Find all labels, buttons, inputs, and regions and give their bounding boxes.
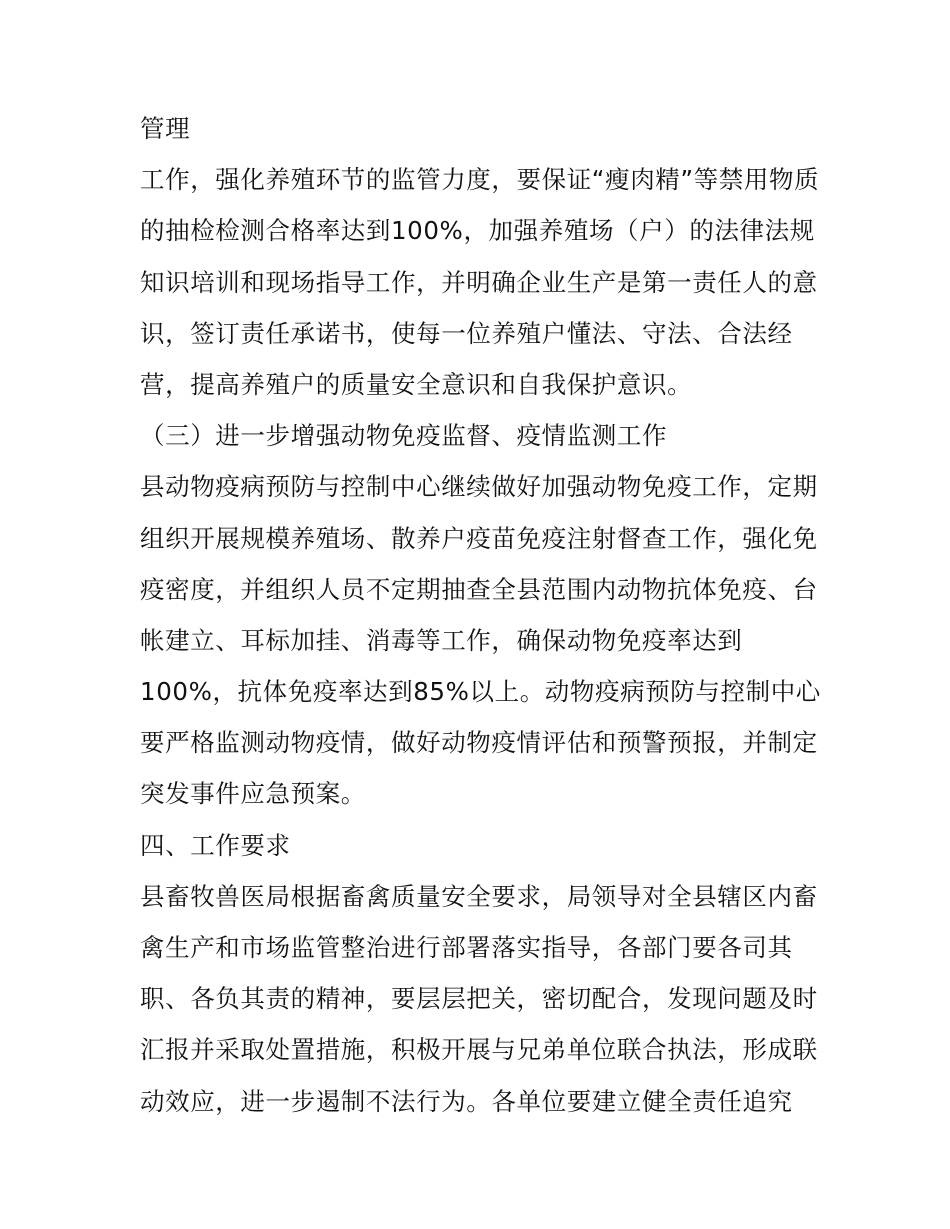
text-line: 禽生产和市场监管整治进行部署落实指导，各部门要各司其 bbox=[140, 933, 793, 962]
text-line: 知识培训和现场指导工作，并明确企业生产是第一责任人的意 bbox=[140, 267, 818, 297]
text-line: 工作，强化养殖环节的监管力度，要保证“瘦肉精”等禁用物质 bbox=[140, 165, 820, 195]
document-body bbox=[140, 103, 820, 1127]
text-line: 识，签订责任承诺书，使每一位养殖户懂法、守法、合法经 bbox=[140, 318, 793, 348]
text-line: 帐建立、耳标加挂、消毒等工作，确保动物免疫率达到 bbox=[140, 625, 743, 655]
text-line: 营，提高养殖户的质量安全意识和自我保护意识。 bbox=[140, 369, 693, 399]
text-line: 汇报并采取处置措施，积极开展与兄弟单位联合执法，形成联 bbox=[140, 1035, 818, 1065]
text-line: 动效应，进一步遏制不法行为。各单位要建立健全责任追究 bbox=[140, 1086, 793, 1116]
text-line: 疫密度，并组织人员不定期抽查全县范围内动物抗体免疫、台 bbox=[140, 574, 818, 604]
section-heading: （三）进一步增强动物免疫监督、疫情监测工作 bbox=[140, 421, 668, 451]
text-line: 要严格监测动物疫情，做好动物疫情评估和预警预报，并制定 bbox=[140, 728, 818, 758]
section-heading: 四、工作要求 bbox=[140, 830, 291, 860]
text-line: 县畜牧兽医局根据畜禽质量安全要求，局领导对全县辖区内畜 bbox=[140, 881, 818, 911]
text-line: 的抽检检测合格率达到100%，加强养殖场（户）的法律法规 bbox=[140, 216, 815, 246]
text-line: 组织开展规模养殖场、散养户疫苗免疫注射督查工作，强化免 bbox=[140, 523, 818, 553]
text-line: 县动物疫病预防与控制中心继续做好加强动物免疫工作，定期 bbox=[140, 472, 818, 502]
text-line: 职、各负其责的精神，要层层把关，密切配合，发现问题及时 bbox=[140, 984, 818, 1014]
text-line: 突发事件应急预案。 bbox=[140, 779, 366, 809]
text-line: 管理 bbox=[140, 114, 191, 143]
text-line: 100%，抗体免疫率达到85%以上。动物疫病预防与控制中心 bbox=[140, 677, 821, 707]
